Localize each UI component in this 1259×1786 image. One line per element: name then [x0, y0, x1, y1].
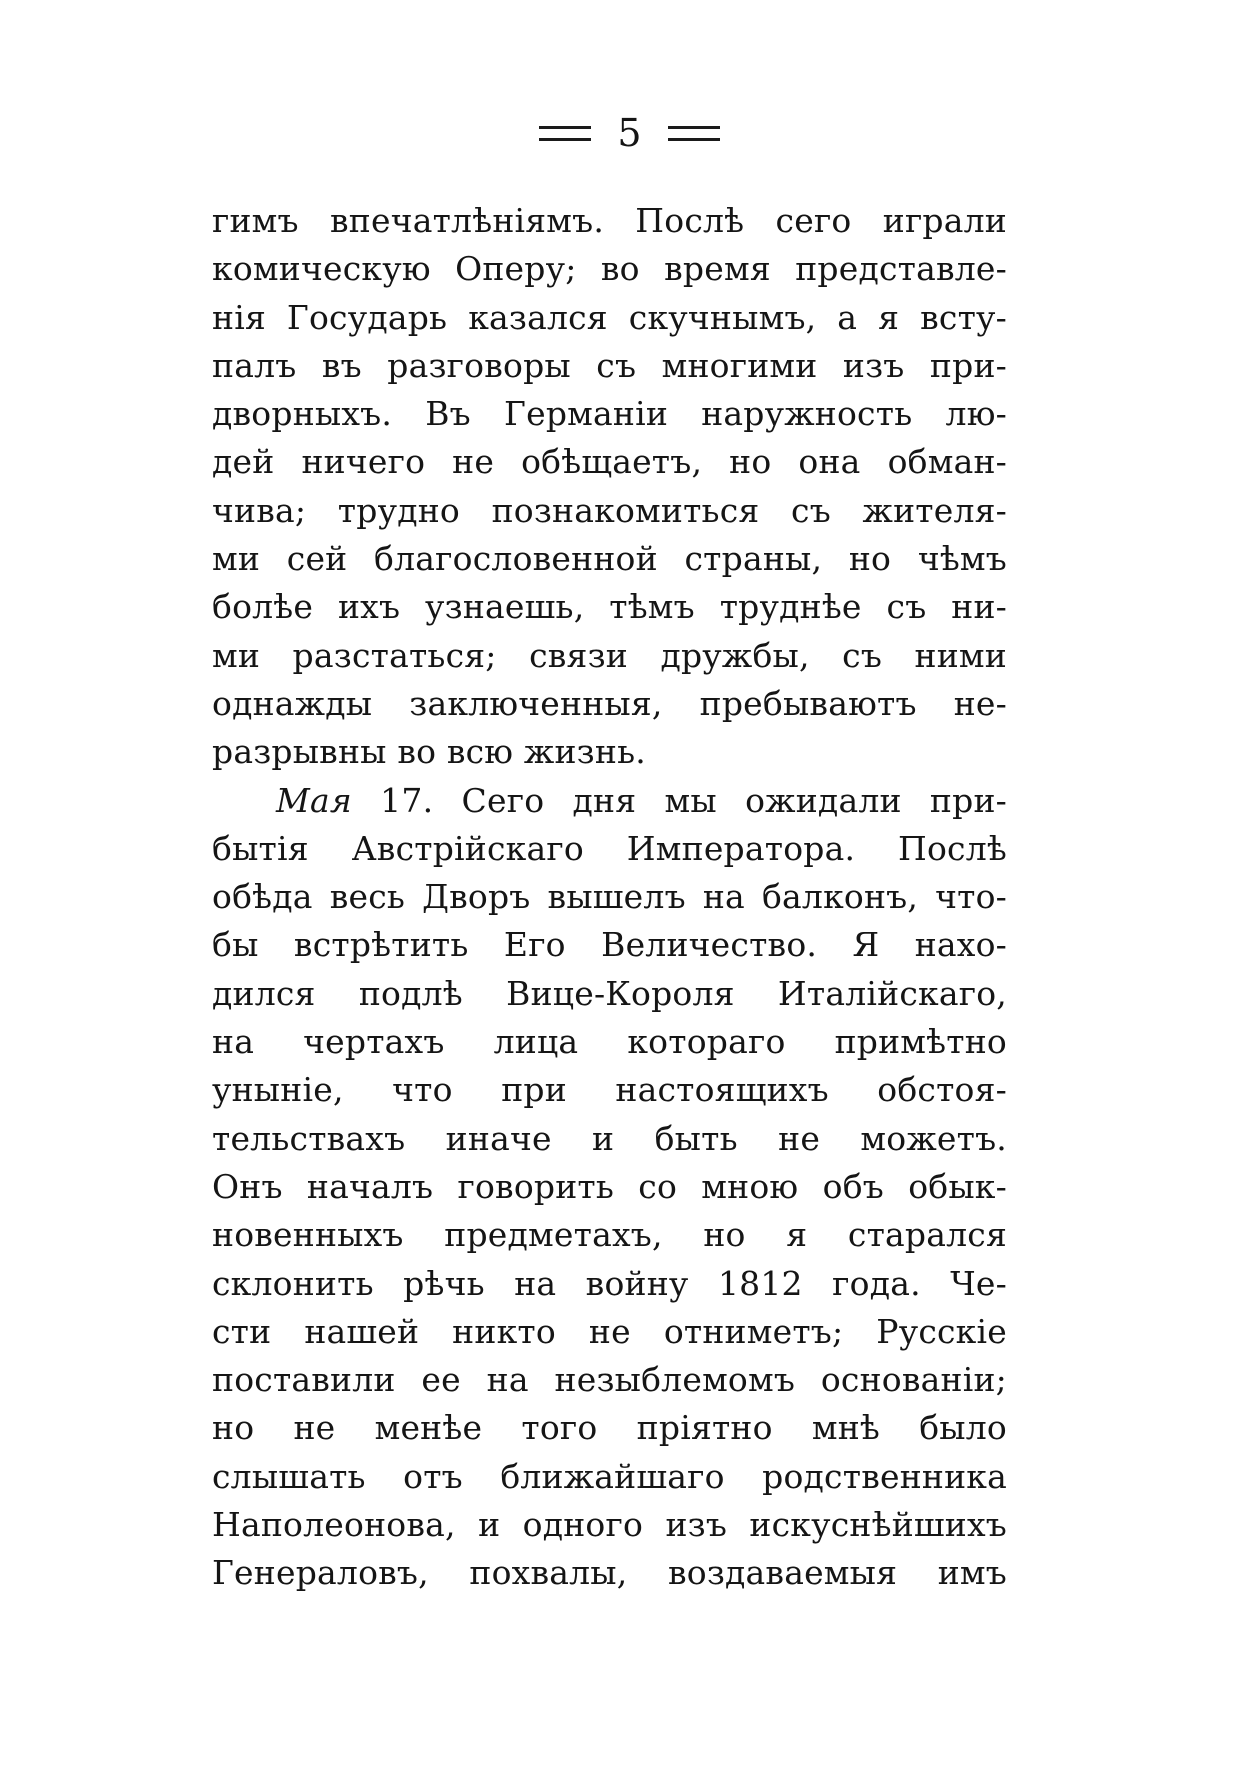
text-line: сти нашей никто не отниметъ; Русскіе	[212, 1311, 1007, 1351]
text-line: болѣе ихъ узнаешь, тѣмъ труднѣе съ ни-	[212, 587, 1007, 627]
text-line: Наполеонова, и одного изъ искуснѣйшихъ	[212, 1505, 1007, 1545]
text-line: новенныхъ предметахъ, но я старался	[212, 1215, 1007, 1255]
left-double-rule	[539, 126, 591, 141]
text-line: на чертахъ лица котораго примѣтно	[212, 1022, 1007, 1062]
text-line: ми сей благословенной страны, но чѣмъ	[212, 539, 1007, 579]
text-line: комическую Оперу; во время представле-	[212, 249, 1007, 289]
text-line: Генераловъ, похвалы, воздаваемыя имъ	[212, 1553, 1007, 1593]
text-line: склонить рѣчь на войну 1812 года. Че-	[212, 1263, 1007, 1303]
text-line: разрывны во всю жизнь.	[212, 732, 646, 772]
text-line: обѣда весь Дворъ вышелъ на балконъ, что-	[212, 877, 1007, 917]
text-line: бы встрѣтить Его Величество. Я нахо-	[212, 925, 1007, 965]
text-line: дворныхъ. Въ Германіи наружность лю-	[212, 394, 1007, 434]
text-line: палъ въ разговоры съ многими изъ при-	[212, 345, 1007, 385]
text-line: гимъ впечатлѣніямъ. Послѣ сего играли	[212, 201, 1007, 240]
page-number: 5	[617, 111, 642, 155]
text-line: поставили ее на незыблемомъ основаніи;	[212, 1360, 1007, 1400]
text-line: тельствахъ иначе и быть не можетъ.	[212, 1118, 1007, 1158]
first-line-text: 17. Сего дня мы ожидали при-	[351, 780, 1007, 820]
text-line: дей ничего не обѣщаетъ, но она обман-	[212, 442, 1007, 482]
text-line: дился подлѣ Вице-Короля Италійскаго,	[212, 973, 1007, 1013]
text-line: однажды заключенныя, пребываютъ не-	[212, 683, 1007, 723]
text-line: бытія Австрійскаго Императора. Послѣ	[212, 828, 1007, 868]
text-line: нія Государь казался скучнымъ, а я всту-	[212, 297, 1007, 337]
text-line: но не менѣе того пріятно мнѣ было	[212, 1408, 1007, 1448]
text-line: ми разстаться; связи дружбы, съ ними	[212, 635, 1007, 675]
date-label: Мая	[276, 780, 352, 820]
paragraph-first-line	[212, 777, 1007, 825]
body-text	[212, 197, 1007, 1598]
text-line: слышать отъ ближайшаго родственника	[212, 1456, 1007, 1496]
right-double-rule	[668, 126, 720, 141]
page-header	[0, 108, 1259, 158]
text-line: Онъ началъ говорить со мною объ обык-	[212, 1166, 1007, 1206]
text-line: чива; трудно познакомиться съ жителя-	[212, 490, 1007, 530]
text-line: уныніе, что при настоящихъ обстоя-	[212, 1070, 1007, 1110]
